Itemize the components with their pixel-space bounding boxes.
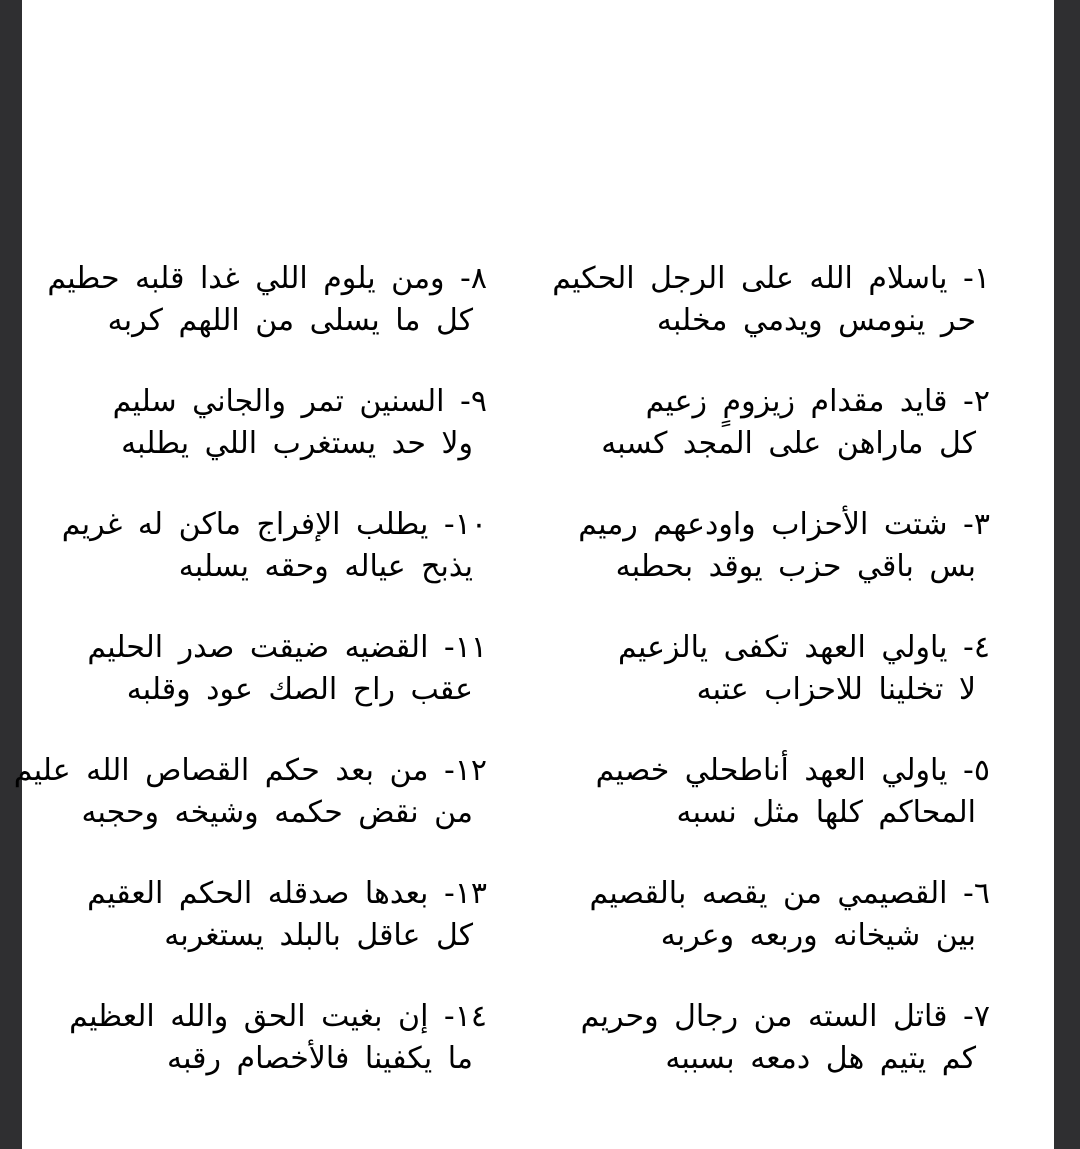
verse-13	[47, 873, 487, 996]
verse-line-first: ٧- قاتل السته من رجال وحريم	[580, 999, 990, 1034]
verse-line-first: ١- ياسلام الله على الرجل الحكيم	[552, 261, 990, 296]
verse-line-first: ٩- السنين تمر والجاني سليم	[112, 384, 487, 419]
verse-line-second: يذبح عياله وحقه يسلبه	[178, 549, 473, 584]
verse-line-second: لا تخلينا للاحزاب عتبه	[696, 672, 976, 707]
verse-3	[550, 504, 990, 627]
verse-line-first: ٢- قايد مقدام زيزومٍ زعيم	[645, 384, 990, 419]
poem-column-left	[13, 258, 487, 1119]
verse-line-first: ٨- ومن يلوم اللي غدا قلبه حطيم	[47, 261, 487, 296]
verse-line-second: كل ماراهن على المجد كسبه	[601, 426, 976, 461]
verse-9	[47, 381, 487, 504]
verse-line-first: ٥- ياولي العهد أناطحلي خصيم	[595, 753, 990, 788]
verse-line-second: كل ما يسلى من اللهم كربه	[107, 303, 473, 338]
poem-column-right	[550, 258, 990, 1119]
verse-10	[47, 504, 487, 627]
verse-line-second: عقب راح الصك عود وقلبه	[126, 672, 473, 707]
verse-12	[13, 750, 487, 873]
verse-1	[550, 258, 990, 381]
verse-line-first: ١٣- بعدها صدقله الحكم العقيم	[87, 876, 487, 911]
verse-line-first: ١١- القضيه ضيقت صدر الحليم	[87, 630, 487, 665]
verse-line-second: بس باقي حزب يوقد بحطبه	[615, 549, 976, 584]
verse-line-second: المحاكم كلها مثل نسبه	[676, 795, 976, 830]
dark-border-right	[1054, 0, 1080, 1149]
verse-line-second: ولا حد يستغرب اللي يطلبه	[121, 426, 473, 461]
verse-2	[550, 381, 990, 504]
verse-line-first: ٦- القصيمي من يقصه بالقصيم	[589, 876, 990, 911]
verse-7	[550, 996, 990, 1119]
verse-line-first: ١٤- إن بغيت الحق والله العظيم	[69, 999, 487, 1034]
verse-line-first: ٣- شتت الأحزاب واودعهم رميم	[578, 507, 990, 542]
verse-4	[550, 627, 990, 750]
verse-line-first: ١٠- يطلب الإفراج ماكن له غريم	[61, 507, 487, 542]
document-page	[13, 0, 1054, 1149]
verse-8	[47, 258, 487, 381]
verse-line-second: بين شيخانه وربعه وعربه	[660, 918, 976, 953]
verse-line-second: كل عاقل بالبلد يستغربه	[164, 918, 473, 953]
verse-line-second: ما يكفينا فالأخصام رقبه	[167, 1041, 473, 1076]
dark-border-left	[0, 0, 22, 1149]
verse-line-second: كم يتيم هل دمعه بسببه	[665, 1041, 976, 1076]
verse-line-first: ١٢- من بعد حكم القصاص الله عليم	[13, 753, 487, 788]
verse-line-second: من نقض حكمه وشيخه وحجبه	[81, 795, 473, 830]
verse-line-second: حر ينومس ويدمي مخلبه	[656, 303, 976, 338]
verse-line-first: ٤- ياولي العهد تكفى يالزعيم	[618, 630, 990, 665]
verse-14	[47, 996, 487, 1119]
verse-5	[550, 750, 990, 873]
verse-6	[550, 873, 990, 996]
verse-11	[47, 627, 487, 750]
